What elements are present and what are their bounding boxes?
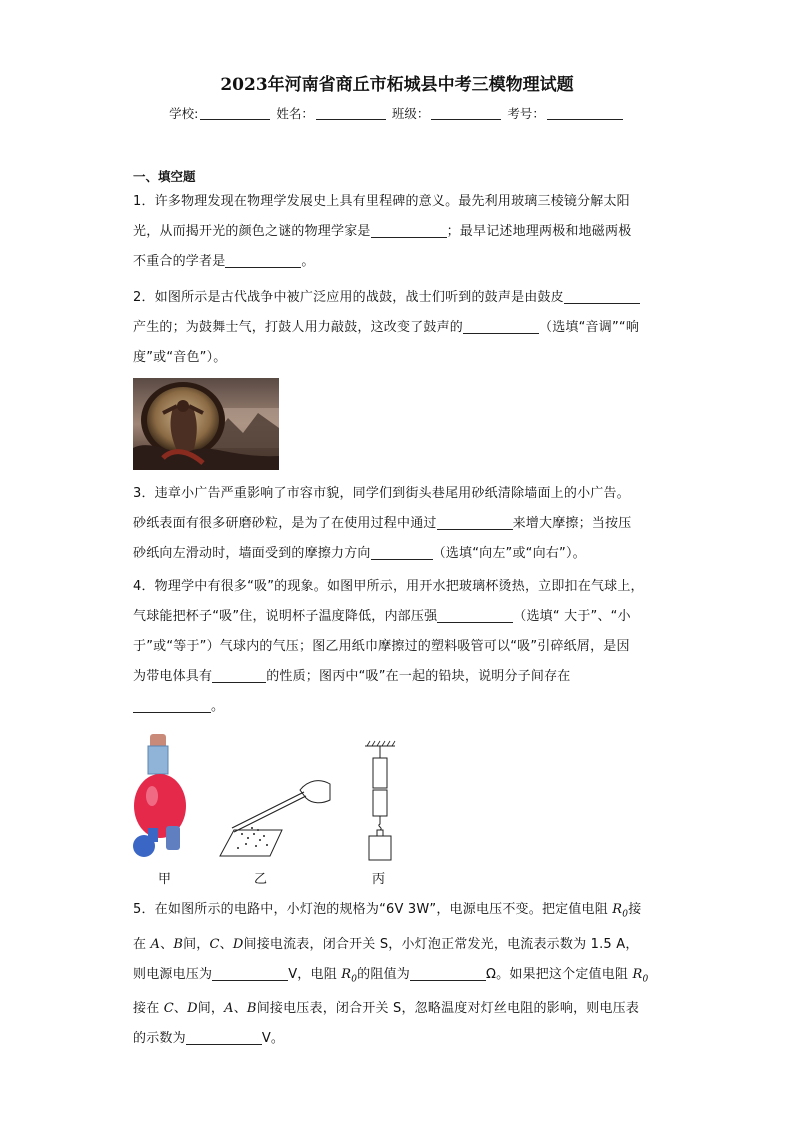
class-blank[interactable] — [431, 107, 501, 120]
exam-no-blank[interactable] — [547, 107, 623, 120]
question-1: 1．许多物理发现在物理学发展史上具有里程碑的意义。最先利用玻璃三棱镜分解太阳 光，从而揭开光的颜色之谜的物理学家是 ；最早记述地理两极和地磁两极 不重合的学者是 。 — [133, 194, 632, 269]
question-4: 4．物理学中有很多“吸”的现象。如图甲所示，用开水把玻璃杯烫热，立即扣在气球上， 气球能把杯子“吸”住，说明杯子温度降低，内部压强 （选填“ 大于”、“小 于”或“等于”）气球内的气压；图乙用纸巾摩擦过的塑料吸管可以“吸”引碎纸屑，是因 为带电体具有 的性质；图丙中“吸”在一起的铅块，说明分子间存在 。 — [133, 579, 644, 714]
figure-label-yi: 乙 — [254, 872, 268, 887]
exam-no-label: 考号： — [507, 106, 545, 121]
q2-blank-1[interactable] — [564, 289, 640, 304]
figure-label-jia: 甲 — [158, 872, 172, 887]
school-blank[interactable] — [200, 107, 270, 120]
q5-blank-1[interactable] — [212, 966, 288, 981]
question-5: 5．在如图所示的电路中，小灯泡的规格为“6V 3W”，电源电压不变。把定值电阻 $R_0$接 在 A、B间，C、D间接电流表，闭合开关 S，小灯泡正常发光，电流表示数为 1.5 A， 则电源电压为 V，电阻 $R_0$的阻值为 Ω。如果把这个定值电阻 $R_0$ 接在 C、D间，A、B间接电压表，闭合开关 S，忽略温度对灯丝电阻的影响，则电压表 的示数为 V。 — [133, 902, 649, 1047]
question-2: 2．如图所示是古代战争中被广泛应用的战鼓，战士们听到的鼓声是由鼓皮 产生的；为鼓舞士气，打鼓人用力敲鼓，这改变了鼓声的 （选填“音调”“响 度”或“音色”）。 — [133, 290, 640, 365]
school-label: 学校: — [169, 106, 199, 121]
q5-blank-2[interactable] — [410, 966, 486, 981]
figure-jia-balloon — [130, 734, 200, 864]
section-heading-fill-blank: 一、填空题 — [133, 169, 196, 184]
figure-yi-straw — [212, 770, 337, 862]
q2-blank-2[interactable] — [463, 319, 539, 334]
student-info-line — [0, 104, 794, 122]
q4-blank-2[interactable] — [212, 668, 266, 683]
q3-blank-1[interactable] — [437, 515, 513, 530]
figure-bing-lead-blocks — [360, 740, 400, 862]
q1-blank-1[interactable] — [371, 223, 447, 238]
q5-blank-3[interactable] — [186, 1030, 262, 1045]
war-drum-image — [133, 378, 279, 470]
name-blank[interactable] — [316, 107, 386, 120]
q1-blank-2[interactable] — [225, 253, 301, 268]
q4-blank-3[interactable] — [133, 698, 211, 713]
name-label: 姓名： — [276, 106, 314, 121]
question-3: 3．违章小广告严重影响了市容市貌，同学们到街头巷尾用砂纸清除墙面上的小广告。 砂纸表面有很多研磨砂粒，是为了在使用过程中通过 来增大摩擦；当按压 砂纸向左滑动时，墙面受到的摩擦力方向 （选填“向左”或“向右”）。 — [133, 486, 632, 561]
q3-blank-2[interactable] — [371, 545, 433, 560]
q4-blank-1[interactable] — [437, 608, 513, 623]
page-title: 2023年河南省商丘市柘城县中考三模物理试题 — [220, 75, 574, 95]
figure-label-bing: 丙 — [372, 872, 386, 887]
class-label: 班级： — [391, 106, 430, 121]
